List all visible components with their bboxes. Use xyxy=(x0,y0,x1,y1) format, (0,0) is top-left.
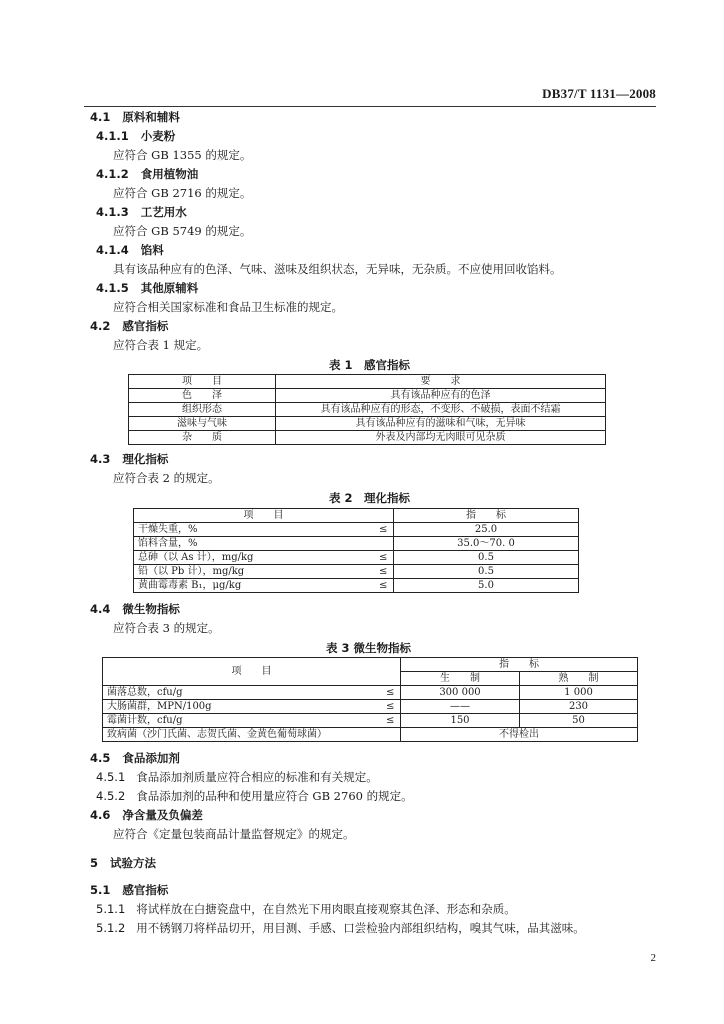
section-4-1-1 xyxy=(96,129,175,144)
section-5-1 xyxy=(90,883,168,898)
section-number: 4.5.1 xyxy=(96,770,126,784)
table-cell: ≤ xyxy=(381,686,401,700)
section-4-6 xyxy=(90,808,203,823)
table-header-row xyxy=(134,509,579,523)
paragraph: 将试样放在白搪瓷盘中，在自然光下用肉眼直接观察其色泽、形态和杂质。 xyxy=(136,902,516,916)
table-cell: 25.0 xyxy=(394,523,579,537)
table-header-cell: 指 标 xyxy=(394,509,579,523)
section-4-1-2 xyxy=(96,167,198,182)
table-cell: 色 泽 xyxy=(129,389,276,403)
section-number: 4.1.1 xyxy=(96,129,129,143)
table-cell: 300 000 xyxy=(401,686,520,700)
section-5 xyxy=(90,856,156,871)
table-cell: 150 xyxy=(401,714,520,728)
table-header-cell: 项 目 xyxy=(103,658,401,686)
section-title: 原料和辅料 xyxy=(122,110,180,124)
paragraph: 应符合《定量包装商品计量监督规定》的规定。 xyxy=(113,827,355,841)
table-cell: 不得检出 xyxy=(401,728,638,742)
table-1-caption: 表 1 感官指标 xyxy=(329,358,411,372)
table-row xyxy=(134,537,579,551)
table-cell: ≤ xyxy=(374,579,394,593)
section-number: 5.1.1 xyxy=(96,902,126,916)
table-row xyxy=(134,565,579,579)
table-row xyxy=(134,551,579,565)
table-cell: 总砷（以 As 计），mg/kg xyxy=(134,551,374,565)
table-cell: 35.0～70. 0 xyxy=(394,537,579,551)
table-2-physicochemical xyxy=(133,508,579,593)
section-number: 4.1.2 xyxy=(96,167,129,181)
paragraph: 食品添加剂质量应符合相应的标准和有关规定。 xyxy=(136,770,378,784)
table-cell: 菌落总数，cfu/g xyxy=(103,686,381,700)
paragraph: 用不锈钢刀将样品切开，用目测、手感、口尝检验内部组织结构，嗅其气味，品其滋味。 xyxy=(136,921,585,935)
paragraph: 食品添加剂的品种和使用量应符合 GB 2760 的规定。 xyxy=(136,789,413,803)
table-cell: ≤ xyxy=(374,523,394,537)
table-cell: 杂 质 xyxy=(129,431,276,445)
table-row xyxy=(103,700,638,714)
section-4-1-5 xyxy=(96,281,198,296)
table-cell: 230 xyxy=(520,700,638,714)
table-1-sensory xyxy=(128,374,606,445)
header-rule xyxy=(84,106,656,107)
table-cell: 致病菌（沙门氏菌、志贺氏菌、金黄色葡萄球菌） xyxy=(103,728,401,742)
table-cell: —— xyxy=(401,700,520,714)
section-4-1 xyxy=(90,110,180,125)
section-number: 4.1.4 xyxy=(96,243,129,257)
paragraph: 应符合 GB 5749 的规定。 xyxy=(113,224,252,238)
table-header-cell: 要 求 xyxy=(276,375,606,389)
section-number: 4.5.2 xyxy=(96,789,126,803)
section-5-1-2 xyxy=(96,921,585,936)
page-number: 2 xyxy=(650,952,656,964)
table-cell: 滋味与气味 xyxy=(129,417,276,431)
paragraph: 应符合表 3 的规定。 xyxy=(113,621,220,635)
table-row xyxy=(129,403,606,417)
table-row xyxy=(129,389,606,403)
table-cell: 铅（以 Pb 计），mg/kg xyxy=(134,565,374,579)
table-cell: 霉菌计数，cfu/g xyxy=(103,714,381,728)
table-cell: 1 000 xyxy=(520,686,638,700)
table-row xyxy=(134,523,579,537)
table-row xyxy=(103,714,638,728)
section-title: 理化指标 xyxy=(122,452,169,466)
section-number: 5.1.2 xyxy=(96,921,126,935)
section-4-5-1 xyxy=(96,770,378,785)
table-header-row xyxy=(103,658,638,672)
table-header-cell: 熟 制 xyxy=(520,672,638,686)
section-4-4 xyxy=(90,602,180,617)
paragraph: 应符合相关国家标准和食品卫生标准的规定。 xyxy=(113,300,343,314)
table-header-row xyxy=(129,375,606,389)
section-title: 微生物指标 xyxy=(122,602,180,616)
section-number: 5.1 xyxy=(90,883,111,897)
section-4-5 xyxy=(90,751,180,766)
standard-number: DB37/T 1131—2008 xyxy=(542,86,656,101)
section-title: 净含量及负偏差 xyxy=(122,808,203,822)
table-cell: ≤ xyxy=(374,565,394,579)
table-3-microbiological xyxy=(102,657,638,742)
paragraph: 应符合 GB 1355 的规定。 xyxy=(113,148,252,162)
section-title: 感官指标 xyxy=(122,883,169,897)
section-title: 其他原辅料 xyxy=(140,281,199,295)
table-cell: 5.0 xyxy=(394,579,579,593)
paragraph: 应符合表 2 的规定。 xyxy=(113,471,220,485)
section-4-5-2 xyxy=(96,789,413,804)
section-5-1-1 xyxy=(96,902,516,917)
table-row xyxy=(134,579,579,593)
table-cell: 黄曲霉毒素 B₁，μg/kg xyxy=(134,579,374,593)
table-header-cell: 项 目 xyxy=(129,375,276,389)
section-title: 工艺用水 xyxy=(140,205,187,219)
table-cell: 具有该品种应有的形态，不变形、不破损，表面不结霜 xyxy=(276,403,606,417)
paragraph: 具有该品种应有的色泽、气味、滋味及组织状态，无异味，无杂质。不应使用回收馅料。 xyxy=(113,262,562,276)
table-2-caption: 表 2 理化指标 xyxy=(329,491,411,505)
table-cell: 具有该品种应有的色泽 xyxy=(276,389,606,403)
section-number: 4.4 xyxy=(90,602,111,616)
section-title: 小麦粉 xyxy=(140,129,176,143)
section-title: 试验方法 xyxy=(110,856,157,870)
paragraph: 应符合表 1 规定。 xyxy=(113,338,209,352)
section-title: 食品添加剂 xyxy=(122,751,180,765)
section-number: 4.1.3 xyxy=(96,205,129,219)
table-row xyxy=(129,431,606,445)
table-cell: 0.5 xyxy=(394,551,579,565)
table-cell: 大肠菌群，MPN/100g xyxy=(103,700,381,714)
table-cell: ≤ xyxy=(381,700,401,714)
section-number: 5 xyxy=(90,856,99,870)
table-row xyxy=(103,686,638,700)
section-number: 4.5 xyxy=(90,751,111,765)
table-cell: 组织形态 xyxy=(129,403,276,417)
section-title: 感官指标 xyxy=(122,319,169,333)
table-cell: 干燥失重，% xyxy=(134,523,374,537)
section-4-1-3 xyxy=(96,205,187,220)
section-4-3 xyxy=(90,452,168,467)
section-number: 4.1 xyxy=(90,110,111,124)
table-row xyxy=(103,728,638,742)
table-cell: 外表及内部均无肉眼可见杂质 xyxy=(276,431,606,445)
table-header-cell: 项 目 xyxy=(134,509,394,523)
table-row xyxy=(129,417,606,431)
section-number: 4.6 xyxy=(90,808,111,822)
section-4-2 xyxy=(90,319,168,334)
table-cell xyxy=(374,537,394,551)
table-3-caption: 表 3 微生物指标 xyxy=(326,641,412,655)
table-cell: ≤ xyxy=(374,551,394,565)
table-cell: 0.5 xyxy=(394,565,579,579)
table-header-cell: 指 标 xyxy=(401,658,638,672)
table-cell: 具有该品种应有的滋味和气味，无异味 xyxy=(276,417,606,431)
section-title: 食用植物油 xyxy=(140,167,199,181)
table-cell: ≤ xyxy=(381,714,401,728)
paragraph: 应符合 GB 2716 的规定。 xyxy=(113,186,252,200)
section-number: 4.1.5 xyxy=(96,281,129,295)
section-4-1-4 xyxy=(96,243,164,258)
table-cell: 50 xyxy=(520,714,638,728)
section-title: 馅料 xyxy=(140,243,164,257)
section-number: 4.3 xyxy=(90,452,111,466)
table-cell: 馅料含量，% xyxy=(134,537,374,551)
table-header-cell: 生 制 xyxy=(401,672,520,686)
section-number: 4.2 xyxy=(90,319,111,333)
